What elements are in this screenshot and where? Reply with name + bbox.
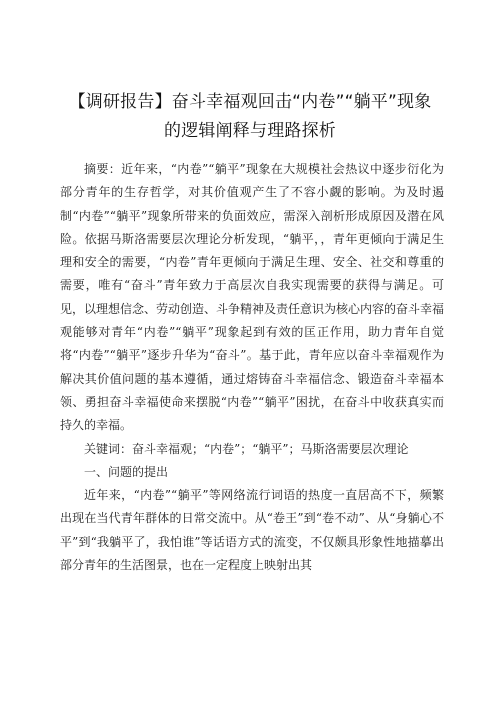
abstract-paragraph: 摘要：近年来，“内卷”“躺平”现象在大规模社会热议中逐步衍化为部分青年的生存哲学，对其价值观产生了不容小觑的影响。为及时遏制“内卷”“躺平”现象所带来的负面效应，需深入剖析形成原因及潜在风险。依据马斯洛需要层次理论分析发现，“躺平，，青年更倾向于满足生理和安全的需要，“内卷”青年更倾向于满足生理、安全、社交和尊重的需要，唯有“奋斗”青年致力于高层次自我实现需要的获得与满足。可见，以理想信念、劳动创造、斗争精神及责任意识为核心内容的奋斗幸福观能够对青年“内卷”“躺平”现象起到有效的匡正作用，助力青年自觉将“内卷”“躺平”逐步升华为“奋斗”。基于此，青年应以奋斗幸福观作为解决其价值问题的基本遵循，通过熔铸奋斗幸福信念、锻造奋斗幸福本领、勇担奋斗幸福使命来摆脱“内卷”“躺平”困扰，在奋斗中收获真实而持久的幸福。 (60, 162, 445, 433)
title-line-2: 的逻辑阐释与理路探析 (164, 121, 336, 141)
document-title (40, 88, 460, 146)
document-body (60, 158, 444, 577)
title-line-1: 【调研报告】奋斗幸福观回击“内卷”“躺平”现象 (68, 92, 432, 112)
section-heading: 一、问题的提出 (84, 464, 169, 479)
section-paragraph: 近年来，“内卷”“躺平”等网络流行词语的热度一直居高不下，频繁出现在当代青年群体的日常交流中。从“卷王”到“卷不动”、从“身躺心不平”到“我躺平了，我怕谁”等话语方式的流变，不仅颇具形象性地描摹出部分青年的生活图景，也在一定程度上映射出其 (60, 488, 444, 573)
keywords-paragraph: 关键词：奋斗幸福观；“内卷”；“躺平”；马斯洛需要层次理论 (84, 441, 409, 456)
